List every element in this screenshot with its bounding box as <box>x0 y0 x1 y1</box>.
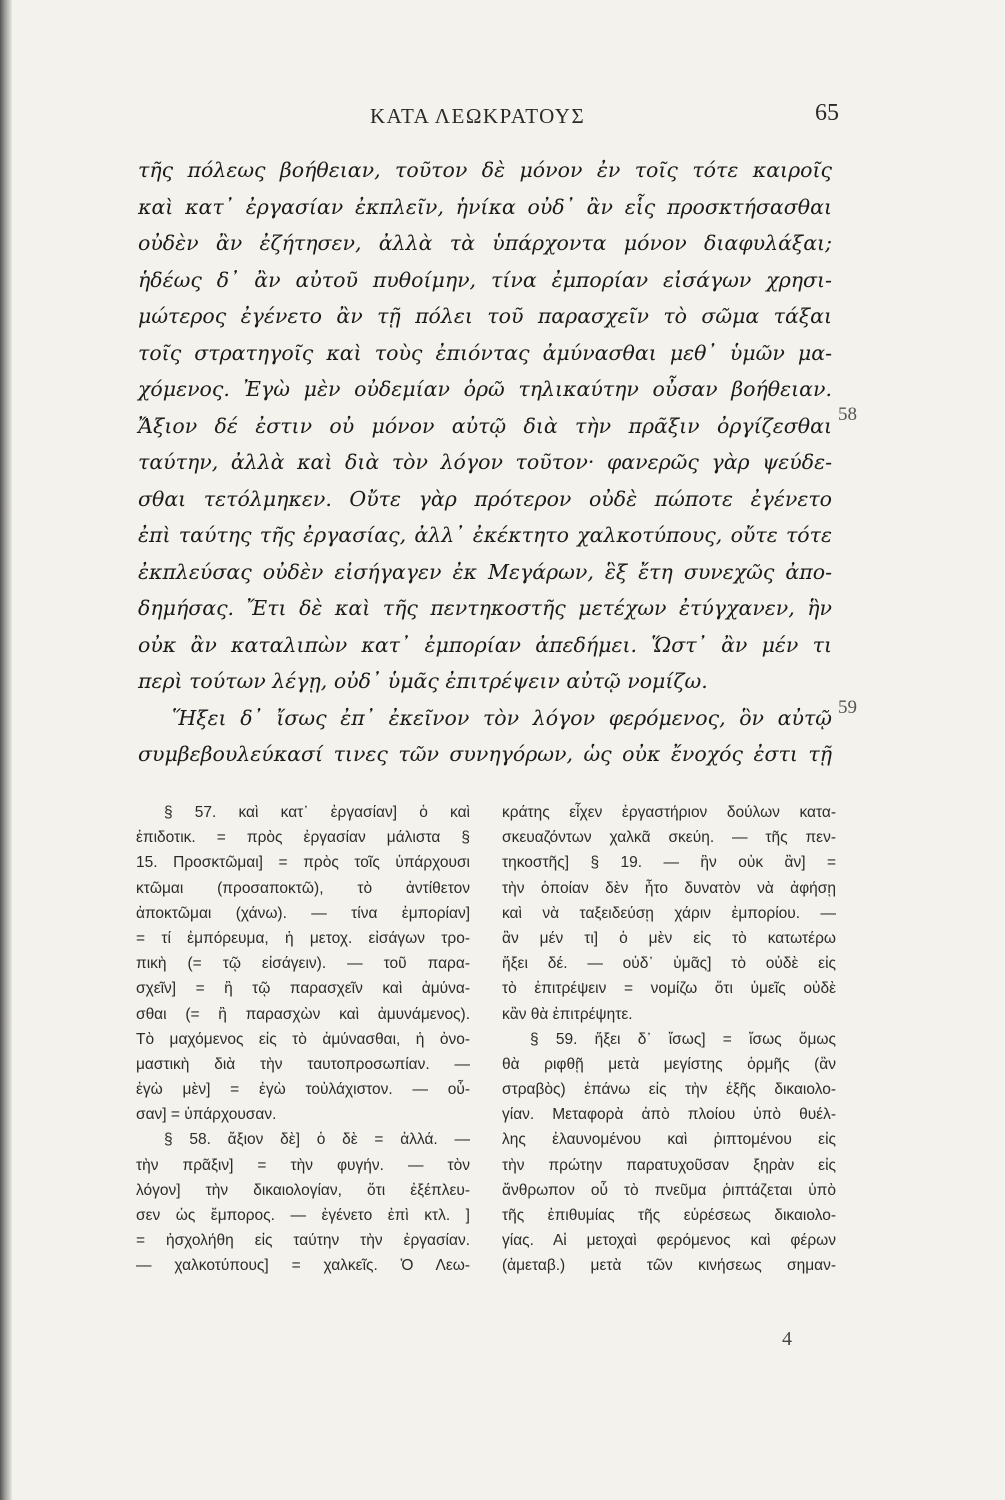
text-line: ἐπὶ ταύτης τῆς ἐργασίας, ἀλλ᾽ ἐκέκτητο χαλκοτύπους, οὔτε τότε <box>138 523 832 547</box>
note-line: πικὴ (= τῷ εἰσάγειν). — τοῦ παρα- <box>136 955 470 973</box>
note-line: ἥξει δέ. — οὐδ᾽ ὑμᾶς] τὸ οὐδὲ εἰς <box>502 955 836 973</box>
text-line: μώτερος ἐγένετο ἂν τῇ πόλει τοῦ παρασχεῖν τὸ σῶμα τάξαι <box>138 304 832 328</box>
text-line: τῆς πόλεως βοήθειαν, τοῦτον δὲ μόνον ἐν τοῖς τότε καιροῖς <box>138 158 832 182</box>
page-number: 65 <box>815 100 839 126</box>
note-line: τὴν πρώτην παρατυχοῦσαν ξηρὰν εἰς <box>502 1156 836 1174</box>
note-line: § 57. καὶ κατ᾽ ἐργασίαν] ὁ καὶ <box>164 804 470 821</box>
text-line: οὐδὲν ἂν ἐζήτησεν, ἀλλὰ τὰ ὑπάρχοντα μόνον διαφυλάξαι; <box>138 231 832 255</box>
text-line: ἐκπλεύσας οὐδὲν εἰσήγαγεν ἐκ Μεγάρων, ἓξ ἔτη συνεχῶς ἀπο- <box>138 559 832 584</box>
note-line: θὰ ριφθῇ μετὰ μεγίστης ὁρμῆς (ἂν <box>502 1055 836 1073</box>
page-binding-edge <box>0 0 12 1500</box>
note-line: τῆς ἐπιθυμίας τῆς εὑρέσεως δικαιολο- <box>502 1207 836 1224</box>
text-line: Ἄξιον δέ ἐστιν οὐ μόνον αὐτῷ διὰ τὴν πρᾶξιν ὀργίζεσθαι <box>138 413 832 438</box>
text-line: τοῖς στρατηγοῖς καὶ τοὺς ἐπιόντας ἀμύνασθαι μεθ᾽ ὑμῶν μα- <box>138 340 832 365</box>
note-line: μαστικὴ διὰ τὴν ταυτοπροσωπίαν. — <box>136 1055 470 1073</box>
text-line: οὐκ ἂν καταλιπὼν κατ᾽ ἐμπορίαν ἀπεδήμει. Ὥστ᾽ ἂν μέν τι <box>138 632 832 657</box>
text-line: Ἥξει δ᾽ ἴσως ἐπ᾽ ἐκεῖνον τὸν λόγον φερόμενος, ὃν αὐτῷ <box>172 705 832 730</box>
text-line: ταύτην, ἀλλὰ καὶ διὰ τὸν λόγον τοῦτον· φανερῶς γὰρ ψεύδε- <box>138 450 832 474</box>
text-line: χόμενος. Ἐγὼ μὲν οὐδεμίαν ὁρῶ τηλικαύτην οὖσαν βοήθειαν. <box>138 377 832 401</box>
note-line: σχεῖν] = ἢ τῷ παρασχεῖν καὶ ἀμύνα- <box>136 980 470 998</box>
running-head: ΚΑΤΑ ΛΕΩΚΡΑΤΟΥΣ <box>370 104 586 128</box>
text-line: καὶ κατ᾽ ἐργασίαν ἐκπλεῖν, ἡνίκα οὐδ᾽ ἂν εἷς προσκτήσασθαι <box>138 194 832 219</box>
text-line: δημήσας. Ἔτι δὲ καὶ τῆς πεντηκοστῆς μετέχων ἐτύγχανεν, ἣν <box>138 596 832 620</box>
note-line: γίας. Αἱ μετοχαὶ φερόμενος καὶ φέρων <box>502 1232 836 1250</box>
text-line: περὶ τούτων λέγῃ, οὐδ᾽ ὑμᾶς ἐπιτρέψειν αὐτῷ νομίζω. <box>138 669 708 693</box>
text-line: συμβεβουλεύκασί τινες τῶν συνηγόρων, ὡς οὐκ ἔνοχός ἐστι τῇ <box>138 742 832 766</box>
note-line: λόγον] τὴν δικαιολογίαν, ὅτι ἐξέπλευ- <box>136 1181 470 1199</box>
note-line: ἐγὼ μὲν] = ἐγὼ τοὐλάχιστον. — οὖ- <box>136 1081 470 1099</box>
note-line: — χαλκοτύπους] = χαλκεῖς. Ὁ Λεω- <box>136 1257 470 1275</box>
note-line: ἐπιδοτικ. = πρὸς ἐργασίαν μάλιστα § <box>136 829 470 847</box>
main-text <box>138 152 832 773</box>
note-line: στραβὸς) ἐπάνω εἰς τὴν ἑξῆς δικαιολο- <box>502 1081 836 1099</box>
note-line: § 58. ἄξιον δὲ] ὁ δὲ = ἀλλά. — <box>164 1131 470 1149</box>
note-line: σαν] = ὑπάρχουσαν. <box>136 1106 277 1124</box>
note-line: § 59. ἥξει δ᾽ ἴσως] = ἴσως ὅμως <box>530 1030 836 1048</box>
commentary-left-column <box>136 800 470 1279</box>
note-line: τὴν ὁποίαν δὲν ἦτο δυνατὸν νὰ ἀφήσῃ <box>502 879 836 897</box>
note-line: σκευαζόντων χαλκᾶ σκεύη. — τῆς πεν- <box>502 829 836 847</box>
note-line: τὴν πρᾶξιν] = τὴν φυγήν. — τὸν <box>136 1156 470 1174</box>
text-line: ἡδέως δ᾽ ἂν αὐτοῦ πυθοίμην, τίνα ἐμπορίαν εἰσάγων χρησι- <box>138 267 832 292</box>
note-line: 15. Προσκτῶμαι] = πρὸς τοῖς ὑπάρχουσι <box>136 854 470 872</box>
note-line: τηκοστῆς] § 19. — ἣν οὐκ ἂν] = <box>502 854 836 872</box>
note-line: κτῶμαι (προσαποκτῶ), τὸ ἀντίθετον <box>136 879 470 897</box>
note-line: Τὸ μαχόμενος εἰς τὸ ἀμύνασθαι, ἡ ὀνο- <box>136 1030 470 1048</box>
note-line: (ἀμεταβ.) μετὰ τῶν κινήσεως σημαν- <box>502 1257 836 1275</box>
note-line: = τί ἐμπόρευμα, ἡ μετοχ. εἰσάγων τρο- <box>136 929 470 947</box>
commentary-right-column <box>502 800 836 1279</box>
note-line: τὸ ἐπιτρέψειν = νομίζω ὅτι ὑμεῖς οὐδὲ <box>502 980 836 998</box>
note-line: = ἠσχολήθη εἰς ταύτην τὴν ἐργασίαν. <box>136 1232 470 1250</box>
note-line: σθαι (= ἢ παρασχὼν καὶ ἀμυνάμενος). <box>136 1005 470 1023</box>
section-number-59: 59 <box>838 697 857 718</box>
note-line: γίαν. Μεταφορὰ ἀπὸ πλοίου ὑπὸ θυέλ- <box>502 1106 836 1124</box>
note-line: ἀποκτῶμαι (χάνω). — τίνα ἐμπορίαν] <box>136 904 470 922</box>
note-line: κράτης εἶχεν ἐργαστήριον δούλων κατα- <box>502 804 836 821</box>
note-line: σεν ὡς ἔμπορος. — ἐγένετο ἐπὶ κτλ. ] <box>136 1207 470 1224</box>
note-line: λης ἐλαυνομένου καὶ ῥιπτομένου εἰς <box>502 1131 836 1149</box>
signature-mark: 4 <box>782 1328 792 1350</box>
note-line: ἄνθρωπον οὗ τὸ πνεῦμα ῥιπτάζεται ὑπὸ <box>502 1181 836 1199</box>
text-line: σθαι τετόλμηκεν. Οὔτε γὰρ πρότερον οὐδὲ πώποτε ἐγένετο <box>138 486 832 511</box>
note-line: κἂν θὰ ἐπιτρέψητε. <box>502 1005 633 1023</box>
note-line: ἂν μέν τι] ὁ μὲν εἰς τὸ κατωτέρω <box>502 929 836 947</box>
note-line: καὶ νὰ ταξειδεύσῃ χάριν ἐμπορίου. — <box>502 904 836 922</box>
section-number-58: 58 <box>838 404 857 425</box>
